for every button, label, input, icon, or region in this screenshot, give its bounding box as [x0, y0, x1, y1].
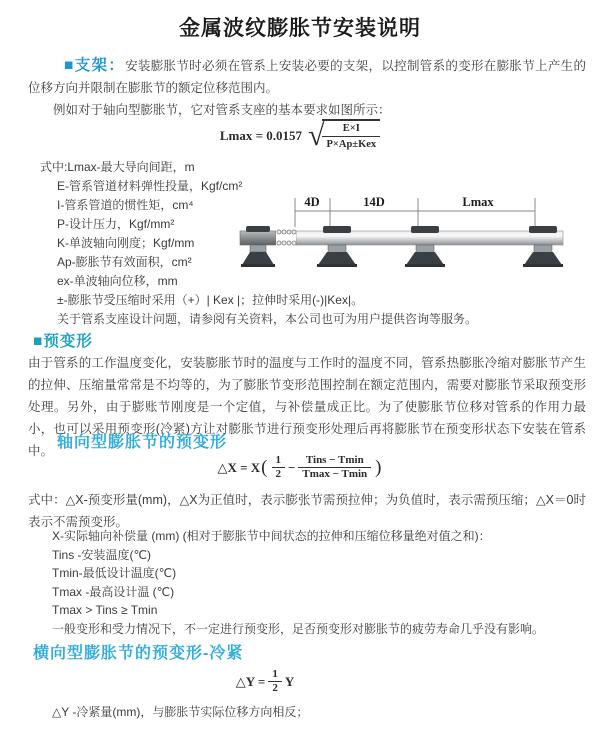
- definition-line: Ap-膨胀节有效面积，cm²: [57, 255, 192, 269]
- formula-lhs: Lmax = 0.0157: [219, 127, 303, 143]
- predeform-heading-label: 预变形: [43, 333, 93, 350]
- predeform-paragraph: 由于管系的工作温度变化，安装膨胀节时的温度与工作时的温度不同，管系热膨胀冷缩对膨胀节产生的拉伸、压缩量常常是不均等的，为了膨胀节变形范围控制在额定范围内，需要对膨胀节采取预变形处理。另外，由于膨账节刚度是一个定值，与补偿量成正比。为了使膨胀节位移对管系的作用力最小，也可以采用预变形(冷紧)方让对膨胀节进行预变形处理后再将膨胀节在预变形状态下安装在管系中。: [28, 356, 586, 458]
- left-paren: (: [261, 457, 268, 479]
- fraction-denominator: 2: [268, 681, 282, 695]
- predeform-section-heading: [33, 329, 93, 351]
- minus-sign: −: [288, 459, 296, 475]
- fraction-denominator: Tmax − Tmin: [298, 467, 371, 481]
- pipe-stub: [240, 231, 276, 245]
- definition-line: ±-膨胀节受压缩时采用（+）| Kex |；拉伸时采用(-)|Kex|。: [57, 293, 364, 307]
- bracket-section-heading: [64, 57, 125, 74]
- bracket-example-line: 例如对于轴向型膨胀节，它对管系支座的基本要求如图所示：: [53, 103, 391, 117]
- definition-line: K-单波轴向刚度；Kgf/mm: [57, 236, 195, 250]
- dim-label-lmax: Lmax: [462, 195, 494, 209]
- fraction-numerator: 1: [275, 454, 281, 466]
- lmax-formula: [0, 119, 600, 152]
- formula-lhs: △X = X: [217, 459, 261, 475]
- definition-line: I-管系管道的惯性矩，cm⁴: [57, 198, 194, 212]
- axial-formula: [0, 454, 600, 481]
- right-paren: ): [375, 457, 382, 479]
- dimension-line: [295, 198, 535, 229]
- definition-line: 关于管系支座设计问题，请参阅有关资料，本公司也可为用户提供咨询等服务。: [57, 312, 478, 326]
- section-square-icon: ■: [64, 57, 75, 74]
- one-half-fraction: [268, 668, 282, 695]
- bracket-heading-label: 支架：: [74, 57, 126, 74]
- definition-line: Tmax > Tins ≥ Tmin: [52, 603, 158, 618]
- bracket-intro-text: 安装膨胀节时必须在管系上安装必要的支架，以控制管系的变形在膨胀节上产生的位移方向并限制在膨胀节的额定位移范围内。: [28, 59, 586, 95]
- fraction-denominator: 2: [272, 467, 286, 481]
- temperature-fraction: [298, 454, 371, 481]
- pipe: [296, 231, 563, 245]
- axial-definitions-list: [52, 527, 544, 639]
- pipe-support-diagram: [238, 190, 573, 290]
- definition-line: Tmax -最高设计温 (℃): [52, 584, 175, 599]
- fraction-denominator: P×Ap±Kex: [326, 139, 377, 151]
- page-title: 金属波纹膨胀节安装说明: [179, 17, 421, 40]
- bracket-intro-paragraph: [28, 55, 586, 99]
- lateral-note: △Y -冷紧量(mm)，与膨胀节实际位移方向相反；: [52, 705, 309, 719]
- dim-label-4d: 4D: [304, 195, 320, 209]
- definition-line: Tins -安装温度(℃): [52, 547, 152, 562]
- definition-line: 式中:Lmax-最大导向间距，m: [40, 160, 195, 174]
- sqrt-expression: [308, 119, 380, 152]
- lateral-formula: [0, 668, 530, 695]
- definition-line: ex-单波轴向位移，mm: [57, 274, 178, 288]
- sqrt-icon: √: [308, 119, 325, 153]
- bellows: [276, 227, 296, 249]
- axial-explanation: 式中：△X-预变形量(mm)，△X为正值时，表示膨张节需预拉伸；为负值时，表示需预压缩；△X＝0时表示不需预变形。: [28, 493, 586, 529]
- axial-subheading: 轴向型膨胀节的预变形: [57, 434, 228, 451]
- fraction-numerator: Tins − Tmin: [305, 454, 364, 466]
- section-square-icon: ■: [33, 333, 44, 350]
- fraction-numerator: E×I: [322, 121, 380, 137]
- sqrt-fraction: [322, 119, 380, 152]
- dim-label-14d: 14D: [363, 195, 385, 209]
- definition-line: Tmin-最低设计温度(℃): [52, 566, 177, 581]
- lateral-subheading: 横向型膨胀节的预变形-冷紧: [33, 645, 244, 662]
- definition-line: P-设计压力，Kgf/mm²: [57, 217, 175, 231]
- formula-lhs: △Y =: [235, 673, 266, 689]
- one-half-fraction: [272, 454, 286, 481]
- fraction-numerator: 1: [272, 668, 278, 680]
- definition-line: X-实际轴向补偿量 (mm) (相对于膨胀节中间状态的拉伸和压缩位移量绝对值之和)：: [52, 529, 491, 543]
- formula-rhs: Y: [284, 673, 295, 689]
- definition-line: E-管系管道材料弹性投量，Kgf/cm²: [57, 179, 243, 193]
- definition-line: 一般变形和受力情况下，不一定进行预变形，足否预变形对膨胀节的疲劳寿命几乎没有影响。: [52, 621, 545, 636]
